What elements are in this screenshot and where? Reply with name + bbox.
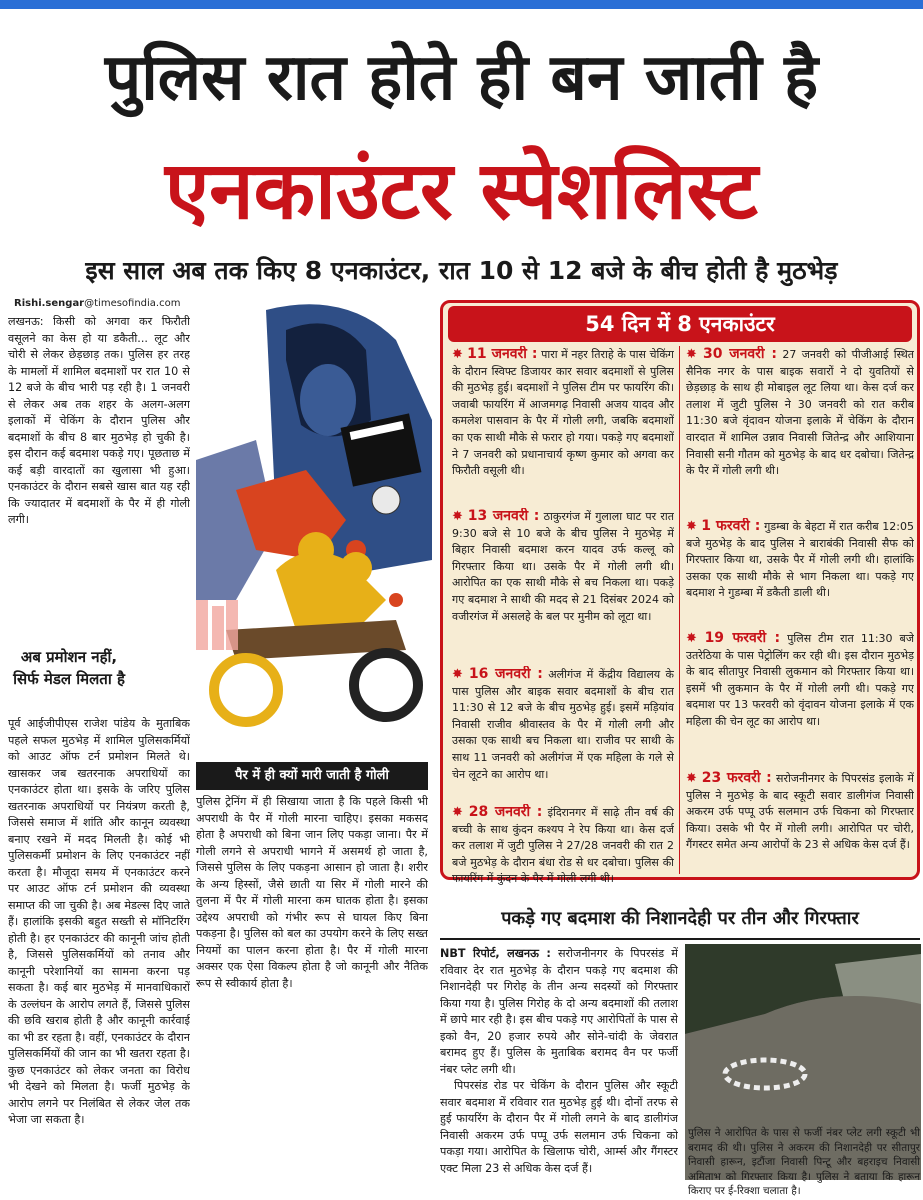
star-burst-icon: ✸ xyxy=(686,519,702,534)
headline-line-1: पुलिस रात होते ही बन जाती है xyxy=(104,40,819,115)
box-text: पुलिस ट्रेनिंग में ही सिखाया जाता है कि पहले किसी भी अपराधी के पैर में गोली मारना चाहिए। इसका मकसद होता है अपराधी को बिना जान लिए पकड़ा जाना। पैर में गोली लगने से अपराधी भागने में असमर्थ हो जाता है, जिससे पुलिस के लिए पकड़ना आसान हो जाता है। शरीर के अन्य हिस्सों, जैसे छाती या सिर में गोली मारने की तुलना में पैर में गोली मारना कम घातक होता है। इसका उद्देश्य अपराधी को गंभीर रूप से घायल किए बिना पकड़ना है। पुलिस को बल का उपयोग करने के लिए सख्त नियमों का पालन करना होता है। पैर में गोली मारना अक्सर एक ऐसा विकल्प होता है जो कानूनी और नैतिक रूप से स्वीकार्य होता है। xyxy=(196,795,428,990)
top-color-bar xyxy=(0,0,923,9)
story2-para-1: NBT रिपोर्ट, लखनऊ : सरोजनीनगर के पिपरसंड में रविवार देर रात मुठभेड़ के दौरान पकड़े गए बदमाश की निशानदेही पर गिरोह के तीन अन्य सदस्यों को गिरफ्तार किया गया है। पुलिस गिरोह के दो अन्य बदमाशों की तलाश में छापे मार रही है। इस बीच पकड़े गए आरोपितों के पास से इको वैन, 20 हजार रुपये और सोने-चांदी के जेवरात बरामद हुए हैं। पुलिस के मुताबिक बरामद वैन पर फर्जी नंबर प्लेट लगी थी। xyxy=(440,947,678,1076)
timeline-entry: ✸ 16 जनवरी : अलीगंज में केंद्रीय विद्यालय के पास पुलिस और बाइक सवार बदमाशों के बीच रात 11:30 से 12 बजे के बीच मुठभेड़ हुई। इसमें मड़ियांव निवासी राजीव श्रीवास्तव के पैर में गोली लगी और उसका एक साथी बच निकला था। राजीव पर साथी के साथ 11 जनवरी को अलीगंज में एक महिला के गले से चेन लूटने का आरोप था। xyxy=(452,666,674,781)
timeline-entry: ✸ 19 फरवरी : पुलिस टीम रात 11:30 बजे उतरेठिया के पास पेट्रोलिंग कर रही थी। इस दौरान मुठभेड़ के बाद सीतापुर निवासी लुकमान को गिरफ्तार किया था। इसमें भी लुकमान के पैर में गोली लगी थी। पकड़े गए बदमाश पर 13 फरवरी को वृंदावन योजना इलाके में एक महिला की चेन लूट का आरोप था। xyxy=(686,630,914,728)
timeline-entry: ✸ 13 जनवरी : ठाकुरगंज में गुलाला घाट पर रात 9:30 बजे से 10 बजे के बीच पुलिस ने मुठभेड़ में बिहार निवासी बदमाश करन यादव उर्फ कल्लू को गिरफ्तार किया था। उसके पैर में गोली लगी थी। आरोपित का एक साथी मौके से बच निकला था। पकड़े गए बदमाश ने साथी की मदद से 21 दिसंबर 2024 को वजीरगंज में असलहे के बल पर मुनीम को लूटा था। xyxy=(452,508,674,623)
story2-body xyxy=(440,946,678,1200)
star-burst-icon: ✸ xyxy=(686,347,703,362)
story2-headline: पकड़े गए बदमाश की निशानदेही पर तीन और गिरफ्तार xyxy=(501,908,859,929)
story2-para-2: पिपरसंड रोड पर चेकिंग के दौरान पुलिस और स्कूटी सवार बदमाश में रविवार रात मुठभेड़ हुई थी। दोनों तरफ से हुई फायरिंग के दौरान पैर में गोली लगने के बाद डालीगंज निवासी अकरम उर्फ पप्पू उर्फ सलमान उर्फ चिकना को पकड़ा गया। आरोपित के खिलाफ चोरी, आर्म्स और गैंगस्टर एक्ट मिला 23 से अधिक केस दर्ज हैं। xyxy=(440,1079,678,1175)
star-burst-icon: ✸ xyxy=(686,631,705,646)
photo-caption: पुलिस ने आरोपित के पास से फर्जी नंबर प्लेट लगी स्कूटी भी बरामद की थी। पुलिस ने अकरम की निशानदेही पर सीतापुर निवासी हारून, इटौंजा निवासी पिन्टू और बहराइच निवासी अमिताभ को गिरफ्तार किया है। पुलिस ने बताया कि हारून किराए पर ई-रिक्शा चलाता है। xyxy=(688,1127,920,1198)
timeline-entry: ✸ 28 जनवरी : इंदिरानगर में साढ़े तीन वर्ष की बच्ची के साथ कुंदन कश्यप ने रेप किया था। केस दर्ज कर तलाश में जुटी पुलिस ने 27/28 जनवरी की रात 2 बजे मुठभेड़ के दौरान बंधा रोड से धर दबोचा। पुलिस की फायरिंग में कुंदन के पैर में गोली लगी थी। xyxy=(452,804,674,886)
timeline-right-column xyxy=(686,346,914,878)
star-burst-icon: ✸ xyxy=(452,667,469,682)
byline-name: Rishi.sengar xyxy=(14,298,85,309)
crowd-silhouettes xyxy=(196,600,238,650)
star-burst-icon: ✸ xyxy=(686,771,702,786)
timeline-divider xyxy=(679,346,680,874)
byline-domain: @timesofindia.com xyxy=(84,298,181,309)
article-intro: लखनऊ: किसी को अगवा कर फिरौती वसूलने का केस हो या डकैती... लूट और चोरी से लेकर छेड़छाड़ तक। पुलिस हर तरह के मामलों में शामिल बदमाशों पर रात 10 से 12 बजे के बीच भारी पड़ रही है। 1 जनवरी से लेकर अब तक शहर के अलग-अलग इलाकों में चेकिंग के दौरान पुलिस और बदमाशों के बीच 8 बार मुठभेड़ हो चुकी है। इस दौरान कई बदमाश पकड़े गए। पूछताछ में कई बड़ी वारदातों का खुलासा भी हुआ। एनकाउंटर के दौरान सबसे खास बात यह रही कि ज्यादातर में बदमाशों के पैर में ही गोली लगी। xyxy=(8,315,190,526)
box-title: पैर में ही क्यों मारी जाती है गोली xyxy=(196,762,428,790)
byline xyxy=(14,298,180,309)
timeline-entry: ✸ 30 जनवरी : 27 जनवरी को पीजीआई स्थित सैनिक नगर के पास बाइक सवारों ने दो युवतियों से छेड़छाड़ के साथ ही मोबाइल लूट लिया था। केस दर्ज कर तलाश में जुटी पुलिस ने 30 जनवरी को रात करीब 11:30 बजे वृंदावन योजना इलाके में चेकिंग के दौरान वारदात में शामिल उन्नाव निवासी जितेन्द्र और आशियाना निवासी सनी गौतम को मुठभेड़ के बाद धर दबोचा। जितेन्द्र के पैर में गोली लगी थी। xyxy=(686,346,914,478)
article-body-promotion: पूर्व आईजीपीएस राजेश पांडेय के मुताबिक पहले सफल मुठभेड़ में शामिल पुलिसकर्मियों को आउट ऑफ टर्न प्रमोशन मिलते थे। खासकर जब खतरनाक अपराधियों का एनकाउंटर होता था। इसके के जरिए पुलिस खतरनाक अपराधियों पर नियंत्रण करती है, जिससे समाज में शांति और कानून व्यवस्था बनाए रखने में मदद मिलती है। कोई भी पुलिसकर्मी प्रमोशन के लिए एनकाउंटर नहीं करता है। मौजूदा समय में एनकाउंटर करने पर आउट ऑफ टर्न प्रमोशन की व्यवस्था समाप्त की जा चुकी है। अब मेडल्स दिए जाते हैं। हालांकि इसकी बहुत सख्ती से मॉनिटरिंग होती है। हर एनकाउंटर की कानूनी जांच होती है, जिससे पुलिसकर्मियों को तनाव और कानूनी परेशानियों का सामना करना पड़ सकता है। कई बार मुठभेड़ में मानवाधिकारों के उल्लंघन के आरोप लगते हैं, जिससे पुलिस की छवि खराब होती है और कानूनी कार्रवाई का भी डर रहता है। वहीं, एनकाउंटर के दौरान पुलिसकर्मियों की जान का भी खतरा रहता है। कुछ एनकाउंटर को लेकर जनता का विरोध भी देखने को मिलता है। फर्जी मुठभेड़ के आरोप लगने पर निलंबित से लेकर जेल तक भेजा जा सकता है। xyxy=(8,717,190,1126)
timeline-entry: ✸ 1 फरवरी : गुडम्बा के बेहटा में रात करीब 12:05 बजे मुठभेड़ के बाद पुलिस ने बाराबंकी निवासी सैफ को गिरफ्तार किया था, उसके पैर में गोली लगी थी। हालांकि उसका एक साथी मौके से भाग निकला था। पकड़े गए बदमाश ने गुडम्बा में डकैती डाली थी। xyxy=(686,518,914,600)
subheadline: इस साल अब तक किए 8 एनकाउंटर, रात 10 से 12 बजे के बीच होती है मुठभेड़ xyxy=(85,256,838,285)
star-burst-icon: ✸ xyxy=(452,805,469,820)
timeline-title: 54 दिन में 8 एनकाउंटर xyxy=(448,306,912,342)
timeline-entry: ✸ 23 फरवरी : सरोजनीनगर के पिपरसंड इलाके में पुलिस ने मुठभेड़ के बाद स्कूटी सवार डालीगंज निवासी अकरम उर्फ पप्पू उर्फ सलमान उर्फ चिकना को गिरफ्तार किया। उसके भी पैर में गोली लगी। आरोपित पर चोरी, गैंगस्टर समेत अन्य आरोपों के 23 से अधिक केस दर्ज हैं। xyxy=(686,770,914,852)
timeline-left-column xyxy=(452,346,674,904)
headline-line-2: एनकाउंटर स्पेशलिस्ट xyxy=(165,143,758,237)
star-burst-icon: ✸ xyxy=(452,347,468,362)
encounter-illustration xyxy=(196,300,432,760)
timeline-entry: ✸ 11 जनवरी : पारा में नहर तिराहे के पास चेकिंग के दौरान स्विफ्ट डिजायर कार सवार बदमाशों से पुलिस की मुठभेड़ हुई। बदमाशों ने पुलिस टीम पर फायरिंग की। जवाबी फायरिंग में आजमगढ़ निवासी अजय यादव और कमलेश पासवान के पैर में गोली लगी, जबकि बदमाशों का एक साथी मौके से फरार हो गया। पकड़े गए बदमाशों ने 7 जनवरी को प्रधानाचार्य कृष्ण कुमार को अगवा कर फिरौती वसूली थी। xyxy=(452,346,674,478)
star-burst-icon: ✸ xyxy=(452,509,468,524)
story2-dateline: NBT रिपोर्ट, लखनऊ : xyxy=(440,947,551,960)
section-subhead: अब प्रमोशन नहीं, सिर्फ मेडल मिलता है xyxy=(13,648,125,688)
story2-rule xyxy=(440,938,920,940)
